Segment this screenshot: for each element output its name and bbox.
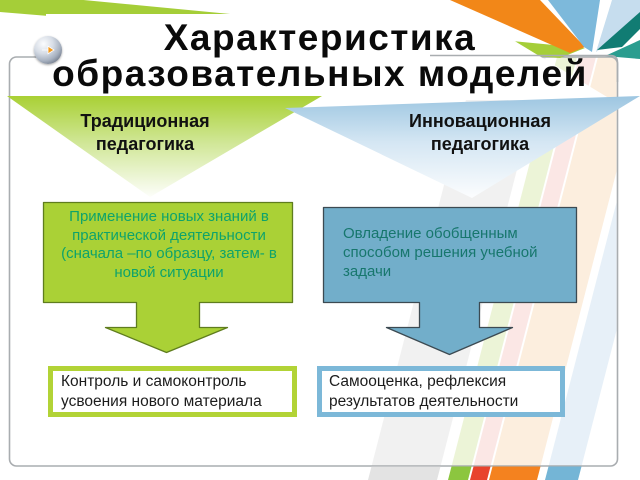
right-column-header: Инновационная педагогика — [409, 111, 551, 154]
right-result-box-text: Самооценка, рефлексия результатов деятельности — [329, 373, 519, 410]
left-process-box-text: Применение новых знаний в практической деятельности (сначала –по образцу, затем- в новой ситуации — [61, 208, 277, 281]
title-line-2: образовательных моделей — [52, 53, 588, 94]
left-column-header: Традиционная педагогика — [80, 111, 210, 154]
slide-title — [10, 17, 630, 94]
title-line-1: Характеристика — [163, 17, 477, 58]
bottom-stripes — [368, 467, 582, 480]
left-result-box-text: Контроль и самоконтроль усвоения нового материала — [61, 373, 262, 410]
right-process-box-text: Овладение обобщенным способом решения учебной задачи — [343, 225, 538, 280]
